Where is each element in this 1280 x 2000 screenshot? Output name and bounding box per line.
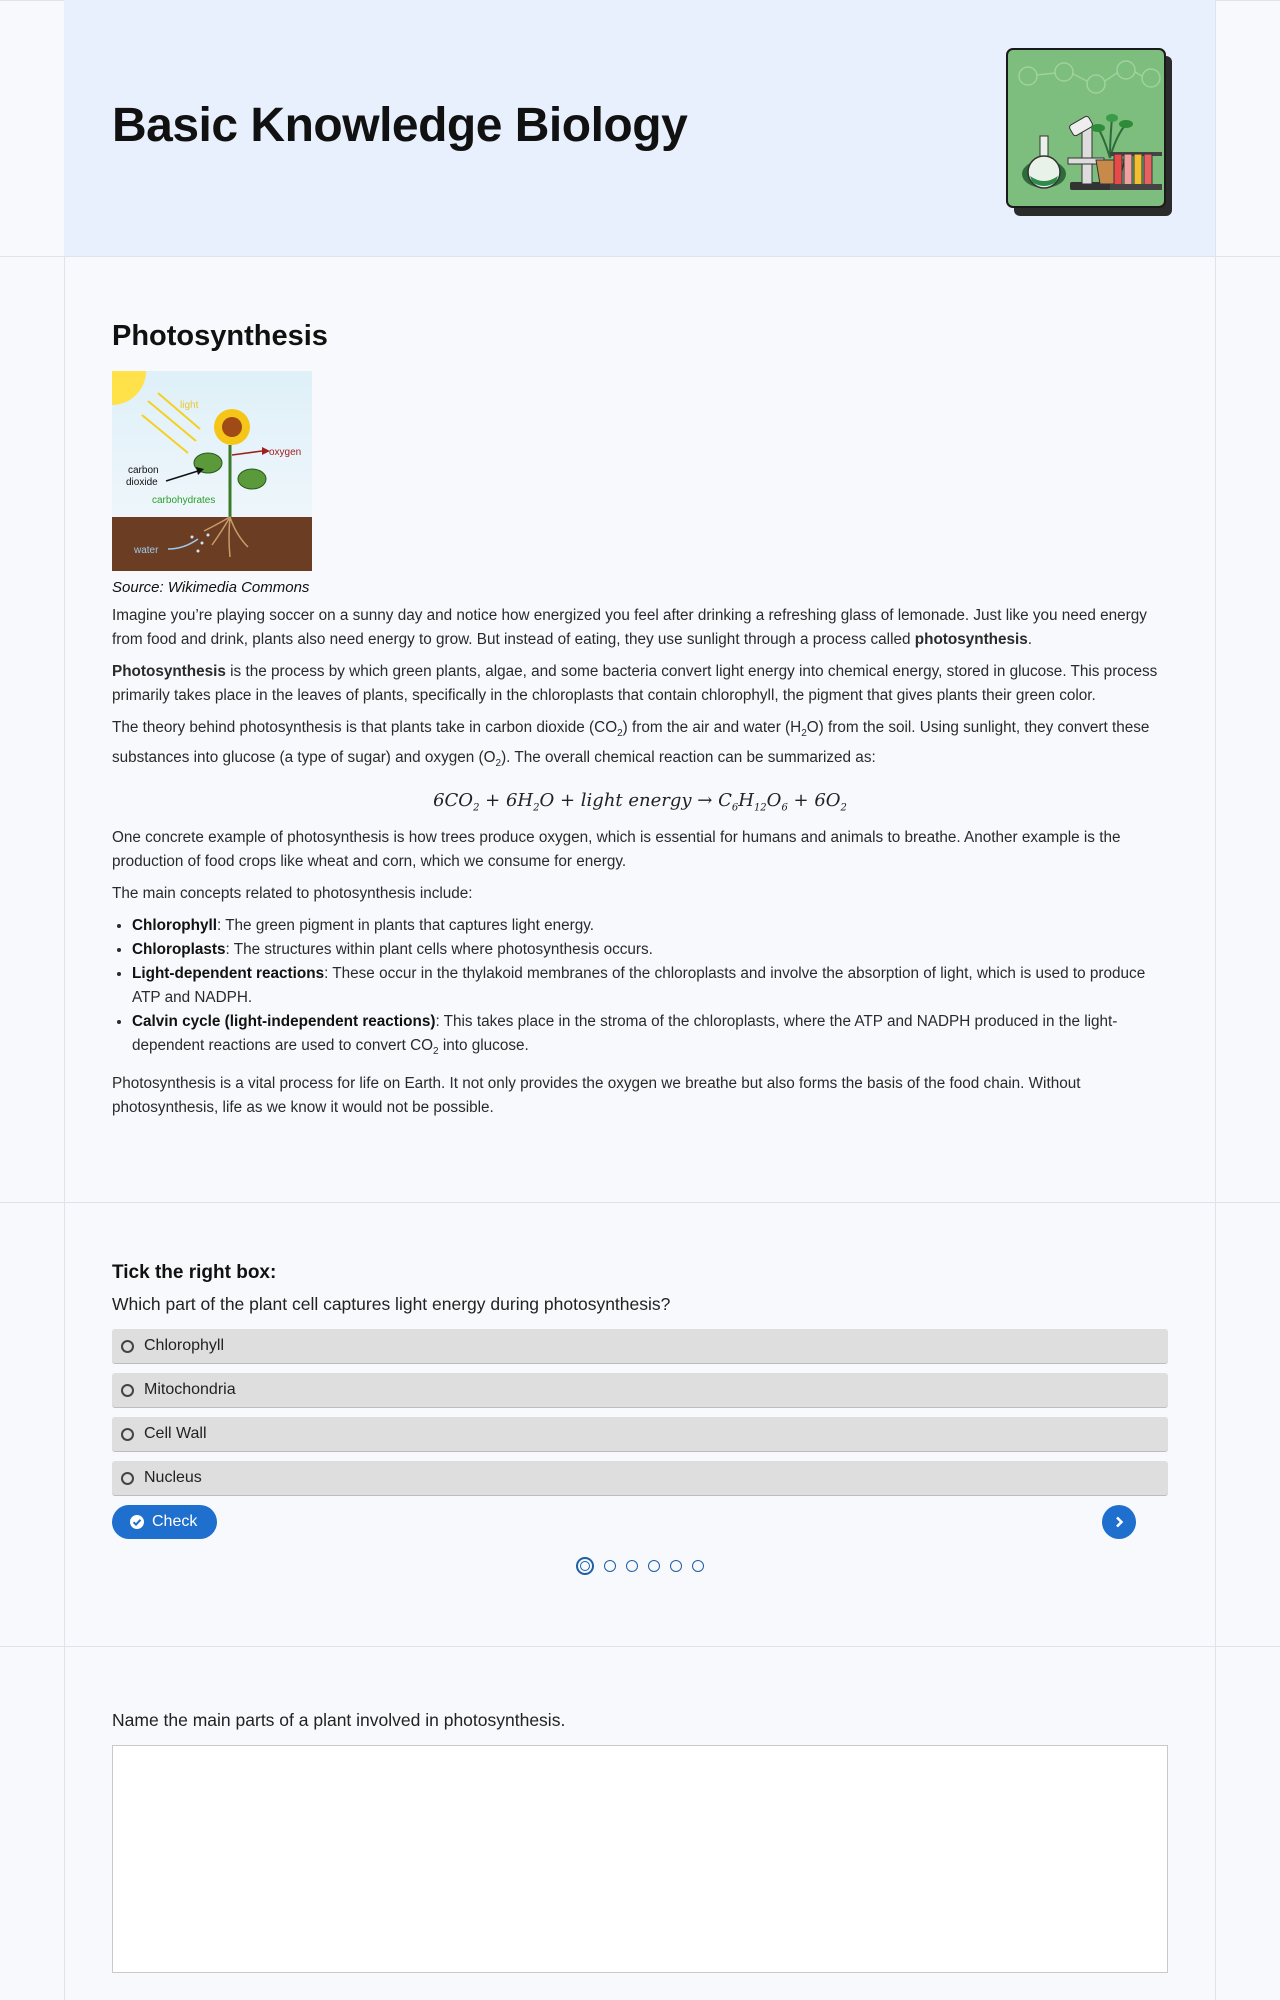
label-light: light xyxy=(180,400,199,411)
page-dot-5[interactable] xyxy=(670,1560,682,1572)
next-button[interactable] xyxy=(1102,1505,1136,1539)
radio-button[interactable] xyxy=(121,1340,134,1353)
option-mitochondria[interactable]: Mitochondria xyxy=(112,1373,1168,1408)
page-dot-1[interactable] xyxy=(576,1557,594,1575)
quiz-controls xyxy=(112,1505,1168,1585)
label-water: water xyxy=(134,545,159,556)
lesson-title: Photosynthesis xyxy=(112,320,328,352)
page-header xyxy=(64,0,1215,256)
page-title: Basic Knowledge Biology xyxy=(112,99,688,152)
radio-button[interactable] xyxy=(121,1472,134,1485)
label-carbon: carbon xyxy=(128,465,159,476)
open-question-text: Name the main parts of a plant involved in photosynthesis. xyxy=(112,1710,566,1730)
list-item: • Calvin cycle (light-independent reactions): This takes place in the stroma of the chloroplasts, where the ATP and NADPH produced in the light-dependent reactions are used to convert $CO_2$ into glucose. xyxy=(132,1010,1168,1064)
label-carbohydrates: carbohydrates xyxy=(152,495,216,506)
paragraph-conclusion: Photosynthesis is a vital process for life on Earth. It not only provides the oxygen we breathe but also forms the basis of the food chain. Without photosynthesis, life as we know it would not be possible. xyxy=(112,1074,1081,1116)
option-chlorophyll[interactable]: Chlorophyll xyxy=(112,1329,1168,1364)
concepts-list xyxy=(112,914,1168,1064)
list-item: • Chlorophyll: The green pigment in plants that captures light energy. xyxy=(132,914,1168,938)
pagination-dots xyxy=(112,1557,1168,1575)
quiz-section xyxy=(112,1262,1168,1585)
lesson-section xyxy=(112,320,1168,1128)
label-oxygen: oxygen xyxy=(269,447,302,458)
open-question-section xyxy=(112,1710,1168,1978)
radio-button[interactable] xyxy=(121,1428,134,1441)
chemical-equation: $6CO_2 + 6H_2O$ + light energy → $C_6H_{12}O_6 + 6O_2$ xyxy=(433,790,847,814)
paragraph-concepts-intro: The main concepts related to photosynthesis include: xyxy=(112,884,473,902)
check-button[interactable]: Check xyxy=(112,1505,217,1539)
answer-textarea[interactable] xyxy=(112,1745,1168,1973)
page-dot-4[interactable] xyxy=(648,1560,660,1572)
image-caption: Source: Wikimedia Commons xyxy=(112,579,310,596)
lab-illustration xyxy=(1006,48,1174,220)
radio-button[interactable] xyxy=(121,1384,134,1397)
paragraph-theory: The theory behind photosynthesis is that plants take in carbon dioxide $(CO_2)$ from the air and water $(H_2O)$ from the soil. Using sunlight, they convert these substances into glucose (a type of sugar) and oxygen $(O_2)$. The overall chemical reaction can be summarized as: xyxy=(112,719,1150,770)
check-circle-icon xyxy=(130,1515,144,1529)
photosynthesis-diagram xyxy=(112,371,312,571)
quiz-question: Which part of the plant cell captures light energy during photosynthesis? xyxy=(112,1294,671,1314)
chevron-right-icon xyxy=(1112,1515,1126,1529)
label-dioxide: dioxide xyxy=(126,477,158,488)
list-item: • Chloroplasts: The structures within plant cells where photosynthesis occurs. xyxy=(132,938,1168,962)
option-cell-wall[interactable]: Cell Wall xyxy=(112,1417,1168,1452)
paragraph-intro: Imagine you’re playing soccer on a sunny day and notice how energized you feel after drinking a refreshing glass of lemonade. Just like you need energy from food and drink, plants also need energy to grow. But instead of eating, they use sunlight through a process called photosynthesis. xyxy=(112,607,1147,648)
page-dot-3[interactable] xyxy=(626,1560,638,1572)
page-dot-6[interactable] xyxy=(692,1560,704,1572)
paragraph-definition: Photosynthesis is the process by which green plants, algae, and some bacteria convert light energy into chemical energy, stored in glucose. This process primarily takes place in the leaves of plants, specifically in the chloroplasts that contain chlorophyll, the pigment that gives plants their green color. xyxy=(112,663,1158,704)
paragraph-examples: One concrete example of photosynthesis is how trees produce oxygen, which is essential for humans and animals to breathe. Another example is the production of food crops like wheat and corn, which we consume for energy. xyxy=(112,828,1121,870)
page-dot-2[interactable] xyxy=(604,1560,616,1572)
list-item: • Light-dependent reactions: These occur in the thylakoid membranes of the chloroplasts and involve the absorption of light, which is used to produce ATP and NADPH. xyxy=(132,962,1168,1010)
option-nucleus[interactable]: Nucleus xyxy=(112,1461,1168,1496)
quiz-heading: Tick the right box: xyxy=(112,1262,277,1283)
